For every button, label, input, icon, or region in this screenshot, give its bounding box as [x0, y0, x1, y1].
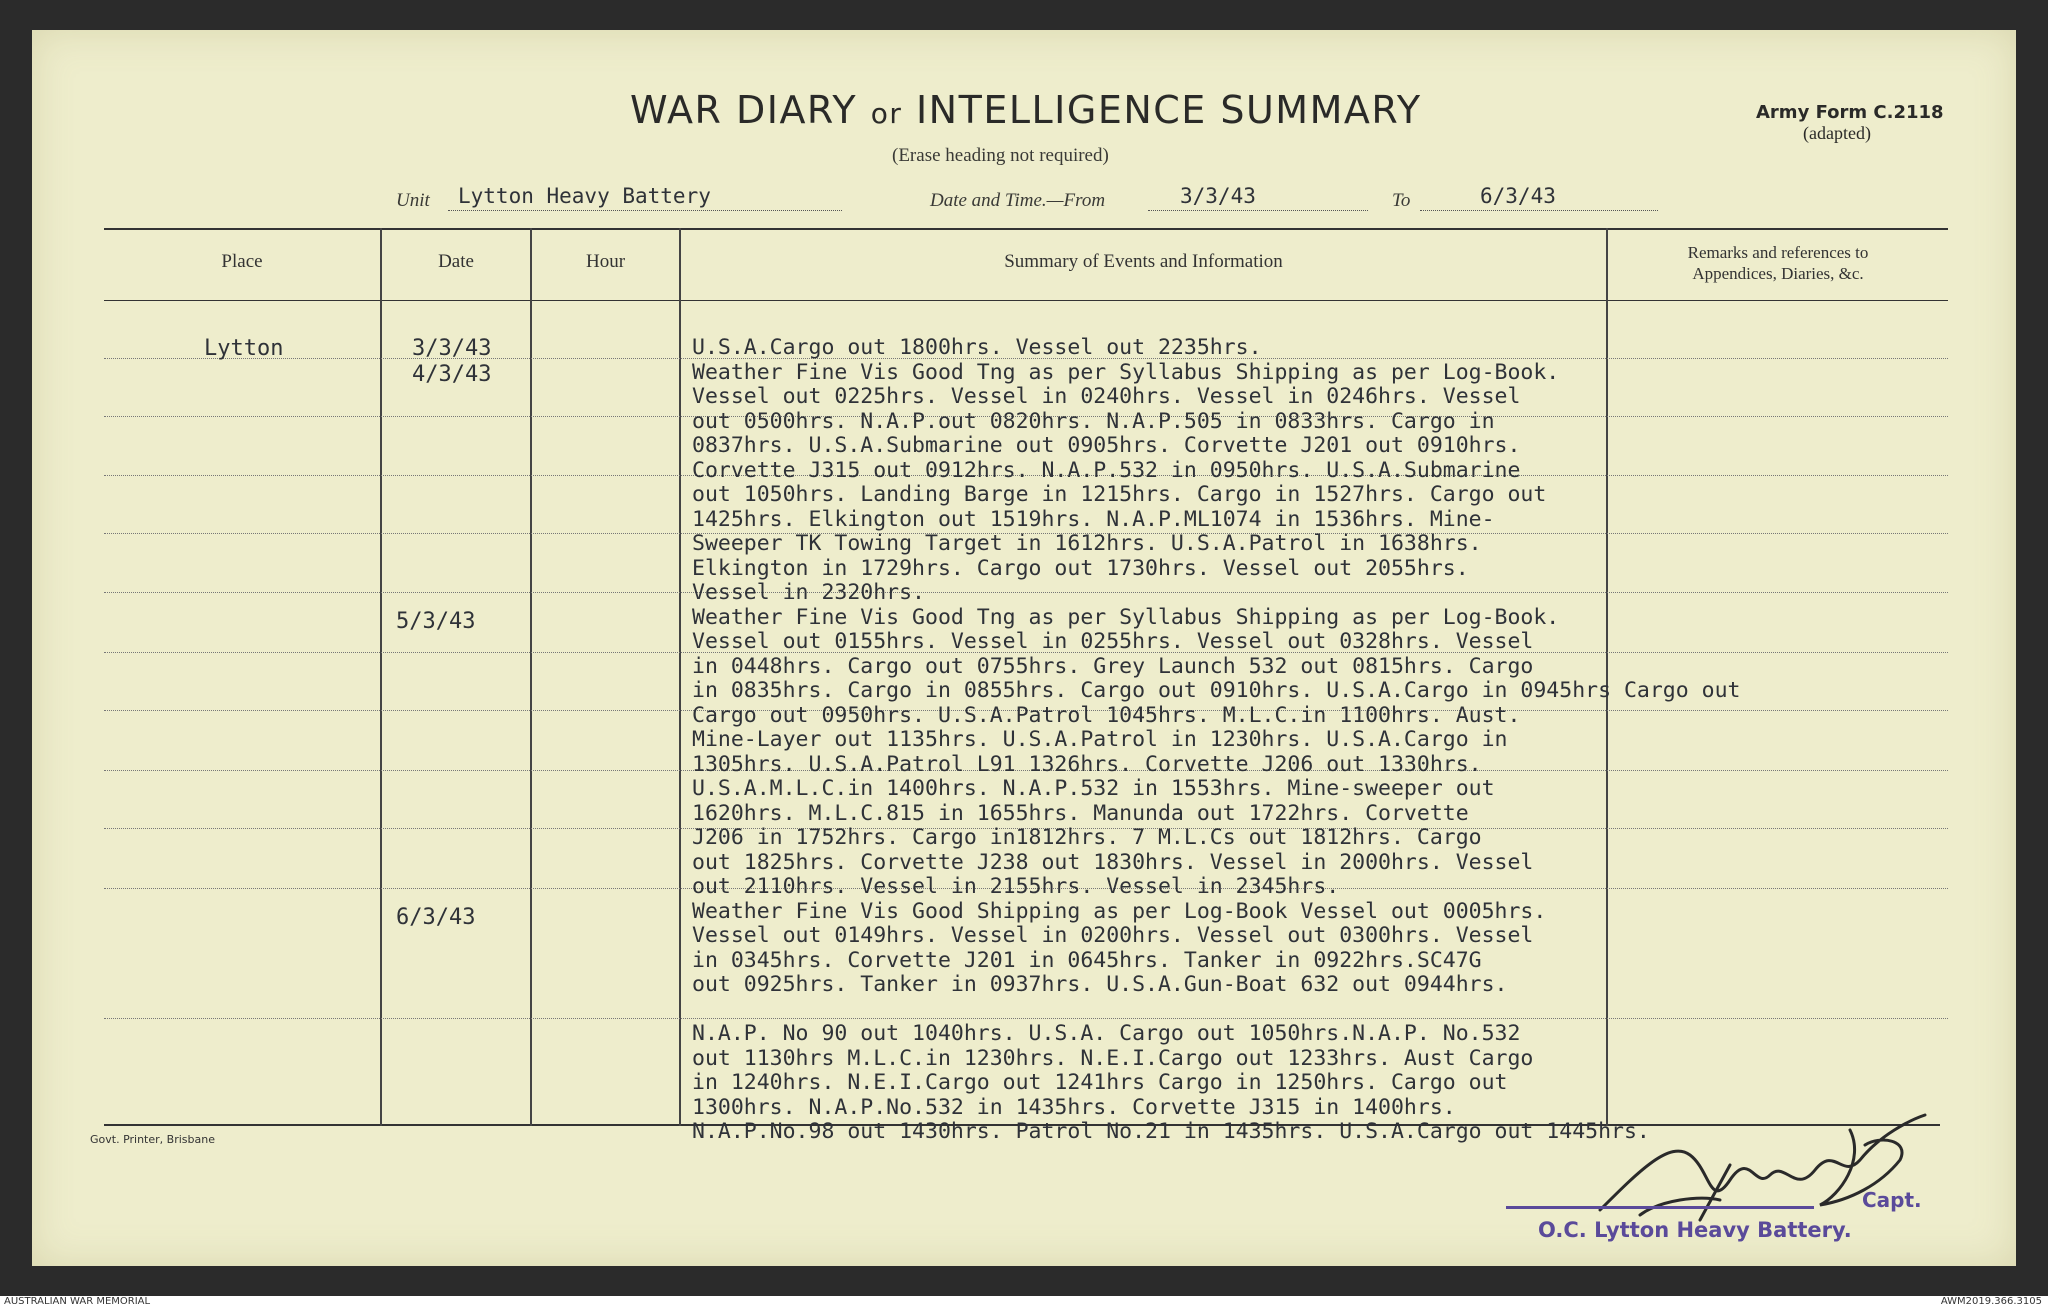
summary-line: out 2110hrs. Vessel in 2155hrs. Vessel in 2345hrs.	[692, 874, 1340, 899]
ruled-line	[104, 592, 1948, 593]
summary-line: U.S.A.M.L.C.in 1400hrs. N.A.P.532 in 1553hrs. Mine-sweeper out	[692, 776, 1495, 801]
summary-line: in 0448hrs. Cargo out 0755hrs. Grey Launch 532 out 0815hrs. Cargo	[692, 653, 1534, 679]
signature-underline	[1506, 1206, 1814, 1209]
summary-line: Sweeper TK Towing Target in 1612hrs. U.S.A.Patrol in 1638hrs.	[692, 531, 1482, 556]
signature-title: O.C. Lytton Heavy Battery.	[1538, 1218, 1852, 1242]
summary-line: Weather Fine Vis Good Tng as per Syllabus Shipping as per Log-Book.	[692, 604, 1560, 630]
header-place: Place	[221, 251, 263, 272]
signature-rank: Capt.	[1862, 1188, 1922, 1212]
column-divider-date	[530, 228, 532, 1126]
summary-line: 1620hrs. M.L.C.815 in 1655hrs. Manunda out 1722hrs. Corvette	[692, 800, 1469, 826]
summary-line: out 1050hrs. Landing Barge in 1215hrs. Cargo in 1527hrs. Cargo out	[692, 482, 1547, 507]
header-remarks-line2: Appendices, Diaries, &c.	[1692, 264, 1864, 283]
date-entry: 6/3/43	[396, 905, 476, 930]
date-entry: 4/3/43	[412, 362, 492, 387]
summary-line: 1425hrs. Elkington out 1519hrs. N.A.P.ML1074 in 1536hrs. Mine-	[692, 506, 1495, 532]
summary-line: out 0500hrs. N.A.P.out 0820hrs. N.A.P.505 in 0833hrs. Cargo in	[692, 408, 1495, 434]
summary-line: U.S.A.Cargo out 1800hrs. Vessel out 2235hrs.	[692, 335, 1262, 360]
army-form-number: Army Form C.2118	[1756, 102, 1944, 123]
summary-line: 1300hrs. N.A.P.No.532 in 1435hrs. Corvette J315 in 1400hrs.	[692, 1094, 1456, 1120]
header-remarks-line1: Remarks and references to	[1687, 243, 1869, 262]
summary-line: Mine-Layer out 1135hrs. U.S.A.Patrol in 1230hrs. U.S.A.Cargo in	[692, 727, 1508, 752]
summary-line: J206 in 1752hrs. Cargo in1812hrs. 7 M.L.Cs out 1812hrs. Cargo	[692, 825, 1482, 850]
form-title	[630, 88, 1422, 132]
summary-line: Vessel in 2320hrs.	[692, 580, 925, 605]
date-to-fill-line	[1420, 210, 1658, 211]
header-date: Date	[438, 251, 474, 272]
footer-right: AWM2019.366.3105	[1940, 1296, 2042, 1307]
title-part1: WAR DIARY	[630, 88, 858, 132]
summary-line: in 1240hrs. N.E.I.Cargo out 1241hrs Cargo in 1250hrs. Cargo out	[692, 1070, 1508, 1095]
summary-line: Vessel out 0225hrs. Vessel in 0240hrs. Vessel in 0246hrs. Vessel	[692, 384, 1521, 409]
summary-line: Weather Fine Vis Good Tng as per Syllabus Shipping as per Log-Book.	[692, 359, 1560, 385]
army-form-adapted: (adapted)	[1803, 123, 1871, 143]
summary-line: Corvette J315 out 0912hrs. N.A.P.532 in 0950hrs. U.S.A.Submarine	[692, 457, 1521, 483]
form-subtitle: (Erase heading not required)	[892, 145, 1109, 166]
column-divider-hour	[679, 228, 681, 1126]
footer-left: AUSTRALIAN WAR MEMORIAL	[4, 1296, 151, 1307]
column-divider-place	[380, 228, 382, 1126]
unit-value: Lytton Heavy Battery	[458, 184, 711, 208]
summary-line: 1305hrs. U.S.A.Patrol L91 1326hrs. Corvette J206 out 1330hrs.	[692, 751, 1482, 777]
summary-line: Vessel out 0149hrs. Vessel in 0200hrs. Vessel out 0300hrs. Vessel	[692, 923, 1534, 948]
header-hour: Hour	[585, 251, 626, 272]
date-from-fill-line	[1148, 210, 1368, 211]
place-entry: Lytton	[204, 336, 284, 361]
column-divider-summary	[1606, 228, 1608, 1126]
summary-line: Vessel out 0155hrs. Vessel in 0255hrs. Vessel out 0328hrs. Vessel	[692, 629, 1534, 654]
date-entry: 5/3/43	[396, 609, 476, 634]
summary-line: out 1825hrs. Corvette J238 out 1830hrs. Vessel in 2000hrs. Vessel	[692, 849, 1534, 875]
date-from-label: Date and Time.—From	[930, 190, 1106, 211]
title-part2: INTELLIGENCE SUMMARY	[915, 88, 1422, 132]
summary-line: Cargo out 0950hrs. U.S.A.Patrol 1045hrs. M.L.C.in 1100hrs. Aust.	[692, 702, 1521, 728]
summary-line: out 0925hrs. Tanker in 0937hrs. U.S.A.Gun-Boat 632 out 0944hrs.	[692, 972, 1508, 997]
summary-line: Weather Fine Vis Good Shipping as per Log-Book Vessel out 0005hrs.	[692, 898, 1547, 924]
summary-line: N.A.P.No.98 out 1430hrs. Patrol No.21 in 1435hrs. U.S.A.Cargo out 1445hrs.	[692, 1119, 1650, 1144]
summary-line: in 0835hrs. Cargo in 0855hrs. Cargo out 0910hrs. U.S.A.Cargo in 0945hrs Cargo out	[692, 678, 1741, 703]
date-entry: 3/3/43	[412, 336, 492, 361]
summary-line: in 0345hrs. Corvette J201 in 0645hrs. Tanker in 0922hrs.SC47G	[692, 947, 1482, 973]
unit-fill-line	[448, 210, 842, 211]
unit-label: Unit	[396, 190, 430, 211]
date-to-value: 6/3/43	[1480, 184, 1556, 208]
summary-line: 0837hrs. U.S.A.Submarine out 0905hrs. Corvette J201 out 0910hrs.	[692, 433, 1521, 458]
date-from-value: 3/3/43	[1180, 184, 1256, 208]
summary-line: out 1130hrs M.L.C.in 1230hrs. N.E.I.Cargo out 1233hrs. Aust Cargo	[692, 1045, 1534, 1071]
header-summary: Summary of Events and Information	[1004, 251, 1283, 272]
title-or: or	[870, 97, 903, 130]
printer-imprint: Govt. Printer, Brisbane	[90, 1133, 215, 1146]
summary-line: N.A.P. No 90 out 1040hrs. U.S.A. Cargo out 1050hrs.N.A.P. No.532	[692, 1021, 1521, 1046]
summary-line: Elkington in 1729hrs. Cargo out 1730hrs. Vessel out 2055hrs.	[692, 555, 1469, 581]
date-to-label: To	[1392, 190, 1411, 211]
ruled-line	[104, 1018, 1948, 1019]
